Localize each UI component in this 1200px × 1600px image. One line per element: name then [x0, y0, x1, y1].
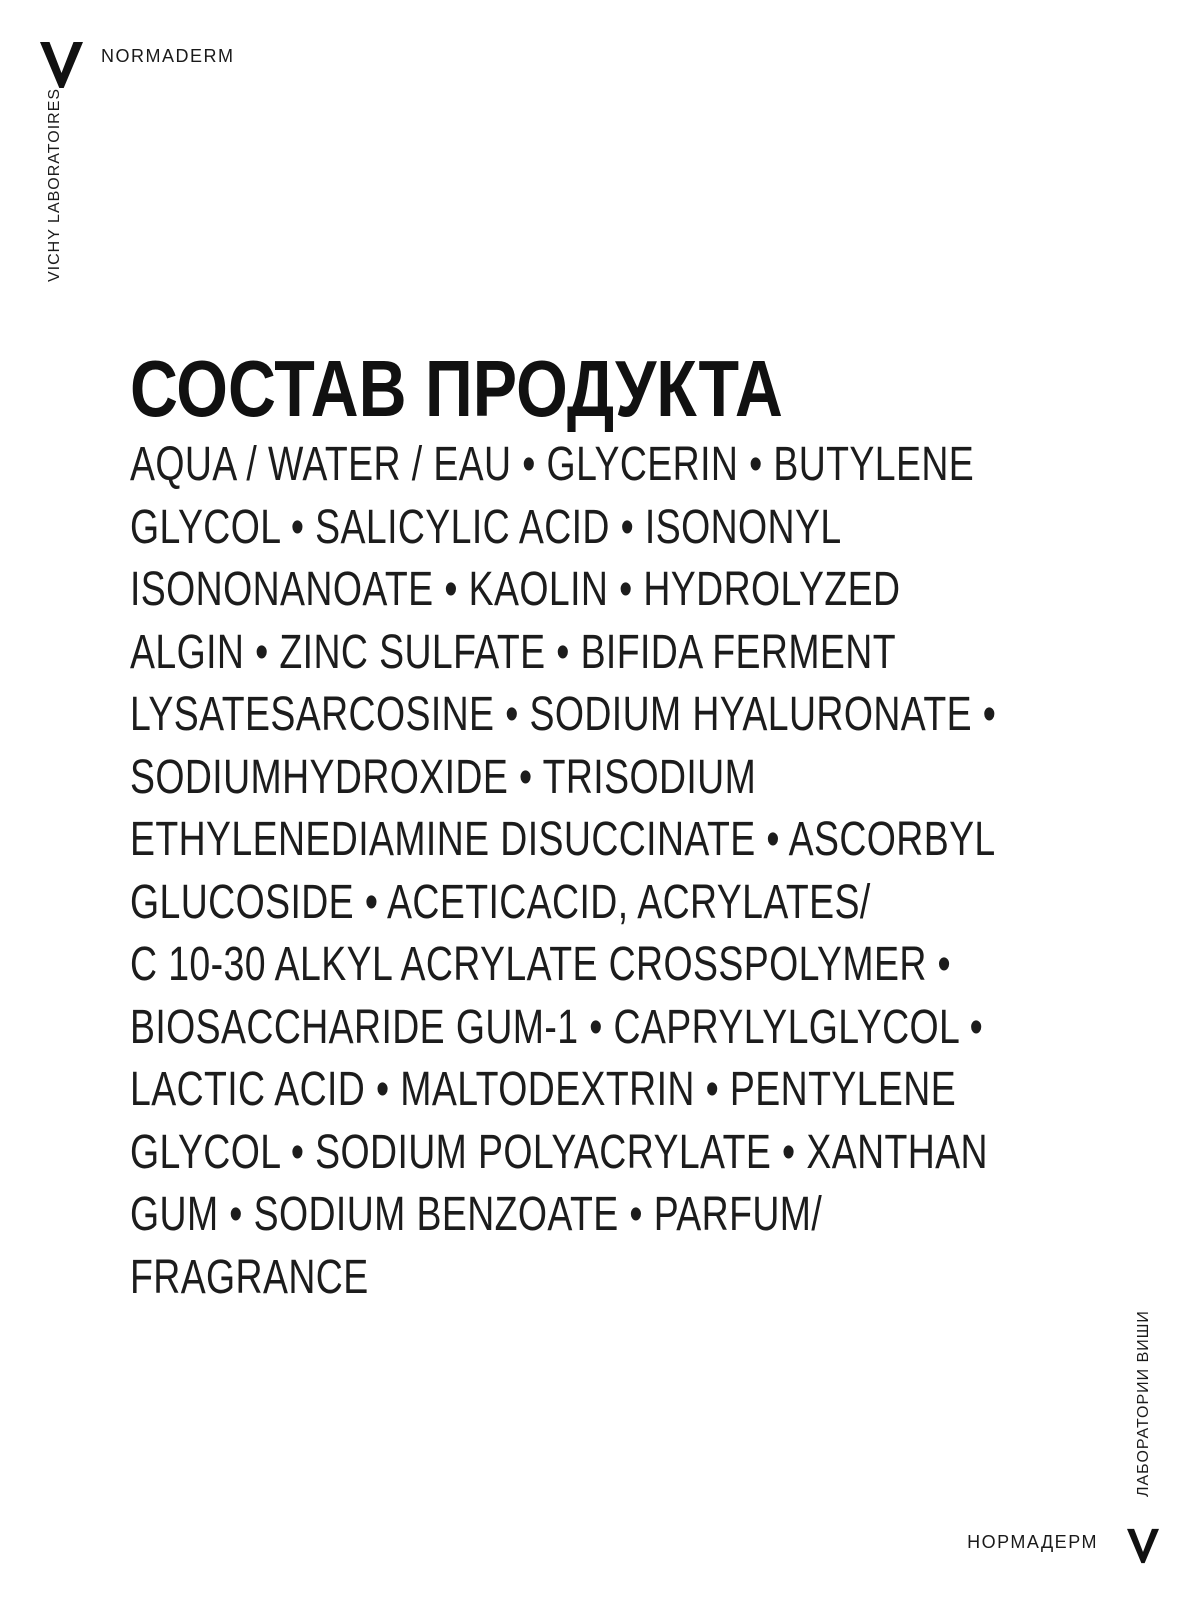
vichy-v-icon: [40, 42, 83, 88]
ingredients-line: ETHYLENEDIAMINE DISUCCINATE • ASCORBYL: [130, 813, 996, 866]
vertical-text-vichy-laboratoires: VICHY LABORATOIRES: [46, 87, 63, 282]
brand-line-top: NORMADERM: [101, 46, 235, 66]
ingredients-line: C 10-30 ALKYL ACRYLATE CROSSPOLYMER •: [130, 938, 952, 991]
vertical-text-vichy-laboratories-ru: ЛАБОРАТОРИИ ВИШИ: [1135, 1310, 1152, 1497]
ingredients-line: GLYCOL • SODIUM POLYACRYLATE • XANTHAN: [130, 1125, 988, 1179]
ingredients-line: GLUCOSIDE • ACETICACID, ACRYLATES/: [130, 875, 871, 929]
ingredients-line: ISONONANOATE • KAOLIN • HYDROLYZED: [130, 563, 901, 616]
ingredients-line: ALGIN • ZINC SULFATE • BIFIDA FERMENT: [130, 625, 896, 679]
ingredients-line: FRAGRANCE: [130, 1250, 369, 1304]
ingredients-line: LYSATESARCOSINE • SODIUM HYALURONATE •: [130, 688, 997, 741]
ingredients-line: GLYCOL • SALICYLIC ACID • ISONONYL: [130, 500, 842, 554]
ingredients-line: LACTIC ACID • MALTODEXTRIN • PENTYLENE: [130, 1063, 957, 1116]
page-title: СОСТАВ ПРОДУКТА: [130, 343, 783, 433]
ingredients-line: BIOSACCHARIDE GUM-1 • CAPRYLYLGLYCOL •: [130, 1000, 984, 1054]
ingredients-list: [130, 434, 1105, 1309]
vichy-v-icon: [1127, 1527, 1159, 1565]
ingredients-line: SODIUMHYDROXIDE • TRISODIUM: [130, 750, 757, 804]
brand-line-bottom: НОРМАДЕРМ: [967, 1532, 1098, 1552]
ingredients-line: GUM • SODIUM BENZOATE • PARFUM/: [130, 1188, 823, 1241]
ingredients-line: AQUA / WATER / EAU • GLYCERIN • BUTYLENE: [130, 438, 975, 491]
